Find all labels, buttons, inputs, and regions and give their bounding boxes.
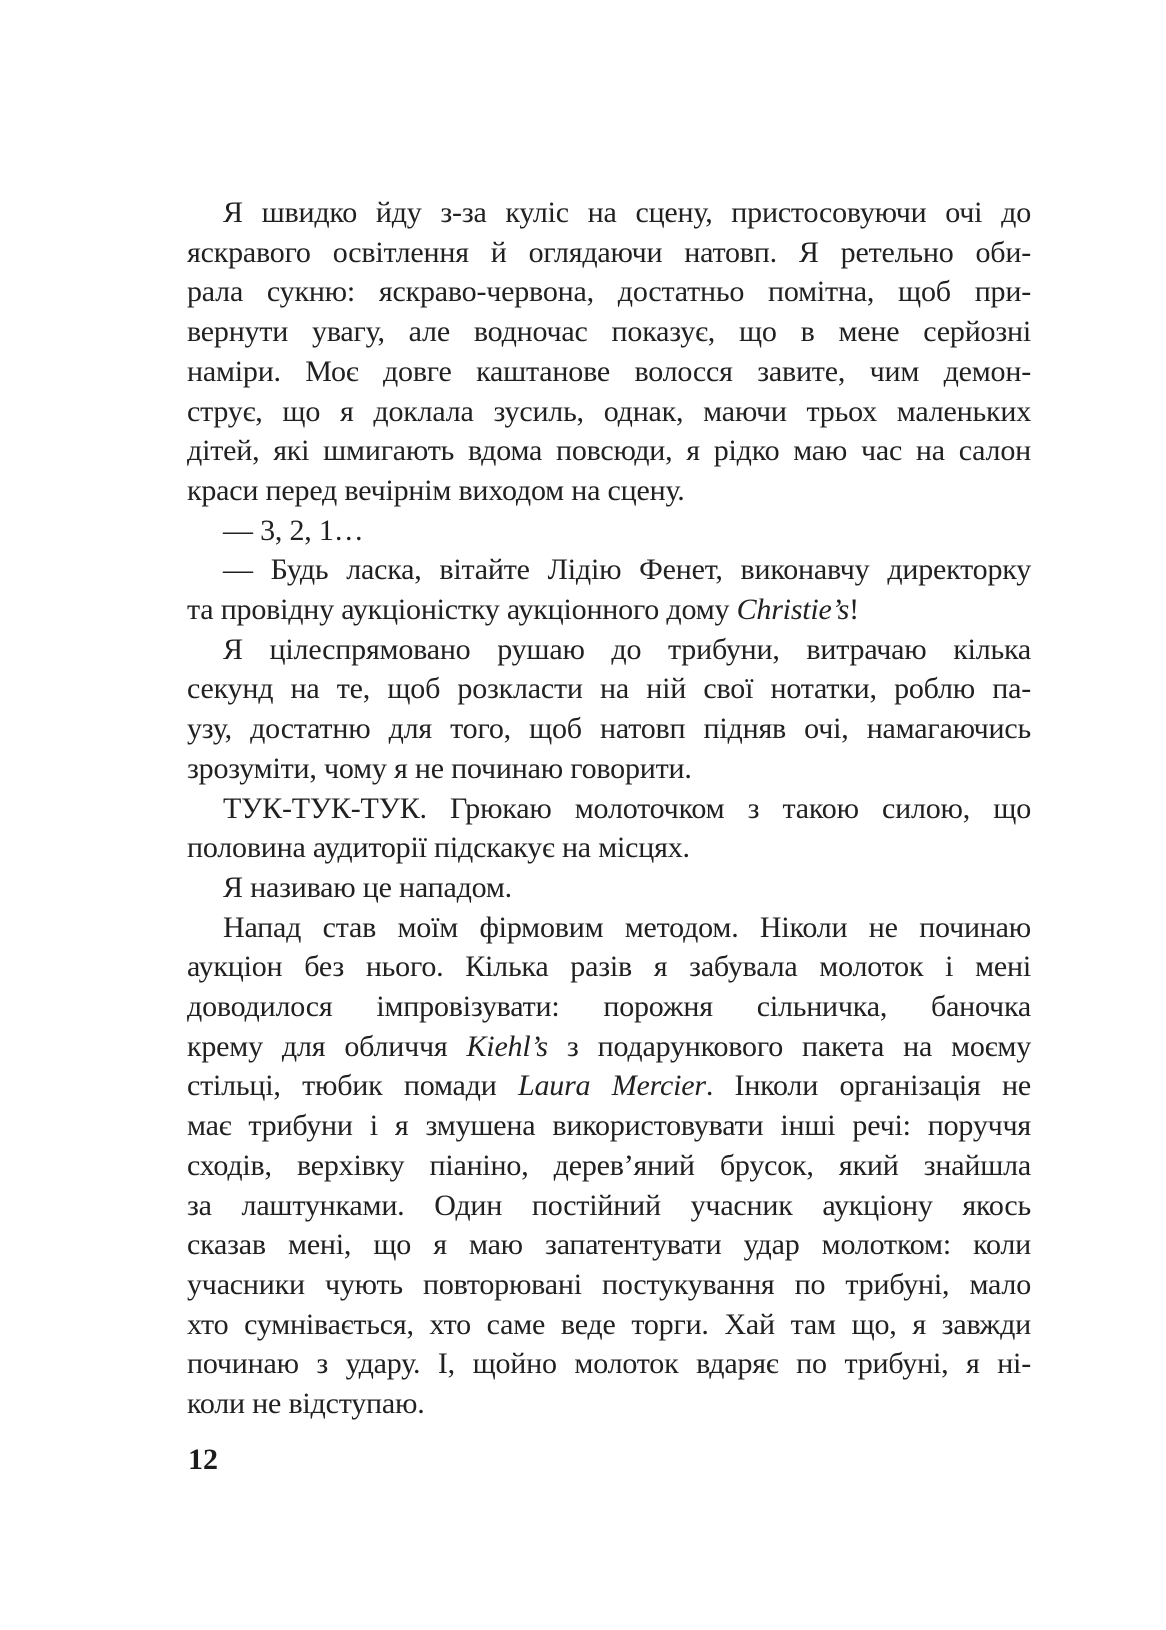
text-segment: хто сумнівається, хто саме веде торги. Хай там що, я завжди (187, 1307, 1031, 1341)
italic-text-segment: Kiehl’s (466, 1029, 548, 1063)
text-line (187, 1384, 1031, 1424)
text-line (187, 1106, 1031, 1146)
text-line (187, 590, 1031, 630)
page-number: 12 (188, 1443, 218, 1476)
text-line (187, 1225, 1031, 1265)
text-segment: узу, достатню для того, щоб натовп підняв очі, намагаючись (187, 712, 1031, 746)
text-segment: зрозуміти, чому я не починаю говорити. (187, 751, 692, 785)
italic-text-segment: Laura Mercier (517, 1069, 706, 1103)
text-segment: аукціон без нього. Кілька разів я забувала молоток і мені (187, 950, 1031, 984)
text-segment: та провідну аукціоністку аукціонного дому (187, 593, 737, 627)
text-segment: половина аудиторії підскакує на місцях. (187, 831, 690, 865)
text-line (187, 828, 1031, 868)
text-line (187, 1146, 1031, 1186)
text-line (187, 1305, 1031, 1345)
text-line (187, 471, 1031, 511)
text-line (187, 987, 1031, 1027)
text-segment: з подарункового пакета на моєму (547, 1029, 1031, 1063)
text-line (187, 709, 1031, 749)
text-line (187, 749, 1031, 789)
text-line (187, 1066, 1031, 1106)
text-segment: Я швидко йду з-за куліс на сцену, пристосовуючи очі до (223, 196, 1031, 229)
body-text (187, 193, 1031, 1424)
text-line (187, 550, 1031, 590)
text-segment: наміри. Моє довге каштанове волосся завите, чим демон- (187, 354, 1031, 388)
text-segment: рала сукню: яскраво-червона, достатньо помітна, щоб при- (187, 275, 1031, 309)
text-segment: починаю з удару. І, щойно молоток вдаряє по трибуні, я ні- (187, 1347, 1031, 1381)
text-segment: струє, що я доклала зусиль, однак, маючи трьох маленьких (187, 394, 1031, 428)
text-segment: Я називаю це нападом. (223, 870, 512, 904)
text-segment: сходів, верхівку піаніно, дерев’яний брусок, який знайшла (187, 1148, 1031, 1182)
text-segment: — 3, 2, 1… (223, 513, 364, 547)
text-segment: Я цілеспрямовано рушаю до трибуни, витрачаю кілька (223, 632, 1031, 666)
text-segment: — Будь ласка, вітайте Лідію Фенет, виконавчу директорку (223, 553, 1031, 587)
text-line (187, 1186, 1031, 1226)
text-segment: доводилося імпровізувати: порожня сільничка, баночка (187, 990, 1031, 1024)
text-line (187, 630, 1031, 670)
text-line (187, 1344, 1031, 1384)
text-segment: має трибуни і я змушена використовувати інші речі: поруччя (187, 1109, 1031, 1143)
italic-text-segment: Christie’s (736, 593, 850, 627)
text-line (187, 233, 1031, 273)
text-line (187, 511, 1031, 551)
text-segment: Напад став моїм фірмовим методом. Ніколи не починаю (223, 910, 1031, 944)
text-segment: учасники чують повторювані постукування по трибуні, мало (187, 1267, 1031, 1301)
text-line (187, 272, 1031, 312)
text-line (187, 789, 1031, 829)
text-segment: секунд на те, щоб розкласти на ній свої нотатки, роблю па- (187, 672, 1031, 706)
text-segment: вернути увагу, але водночас показує, що в мене серйозні (187, 315, 1031, 349)
text-line (187, 352, 1031, 392)
text-segment: стільці, тюбик помади (187, 1069, 518, 1103)
text-segment: яскравого освітлення й оглядаючи натовп. Я ретельно оби- (187, 235, 1031, 269)
text-line (187, 392, 1031, 432)
text-segment: крему для обличчя (187, 1029, 467, 1063)
text-segment: краси перед вечірнім виходом на сцену. (187, 473, 685, 507)
text-line (187, 947, 1031, 987)
text-line (187, 1027, 1031, 1067)
text-segment: сказав мені, що я маю запатентувати удар молотком: коли (187, 1228, 1031, 1262)
text-segment: . Інколи організація не (705, 1069, 1031, 1103)
text-segment: ТУК-ТУК-ТУК. Грюкаю молоточком з такою силою, що (223, 791, 1031, 825)
text-line (187, 312, 1031, 352)
text-line (187, 1265, 1031, 1305)
text-line (187, 908, 1031, 948)
text-line (187, 193, 1031, 233)
text-line (187, 669, 1031, 709)
text-line (187, 431, 1031, 471)
text-line (187, 868, 1031, 908)
text-segment: ! (849, 593, 859, 627)
text-segment: за лаштунками. Один постійний учасник аукціону якось (187, 1188, 1031, 1222)
text-segment: дітей, які шмигають вдома повсюди, я рідко маю час на салон (187, 434, 1031, 468)
text-segment: коли не відступаю. (187, 1387, 425, 1421)
